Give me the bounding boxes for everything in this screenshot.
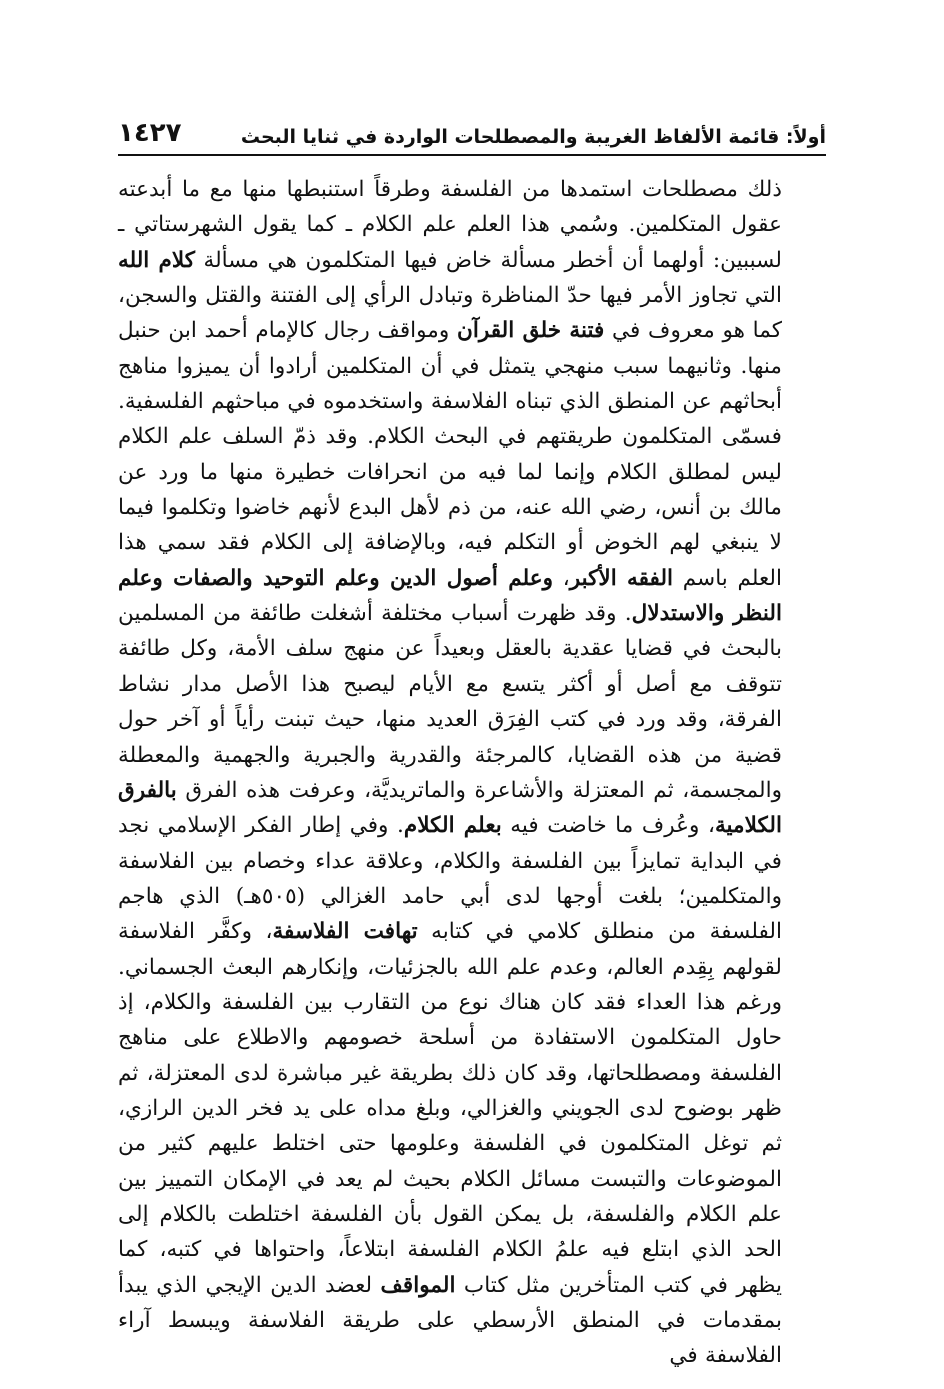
text-run: . وقد ظهرت أسباب مختلفة أشغلت طائفة من المسلمين بالبحث في قضايا عقدية بالعقل وبعيداً عن منهج سلف الأمة، وكل طائفة تتوقف مع أصل أو أكثر يتسع مع الأيام ليصبح هذا الأصل مدار نشاط الفرقة، وقد ورد في كتب الفِرَق العديد منها، حيث تبنت رأياً أو آخر حول قضية من هذه القضايا، كالمرجئة والقدرية والجبرية والجهمية والمعطلة والمجسمة، ثم المعتزلة والأشاعرة والماتريديَّة، وعرفت هذه الفرق	[118, 601, 782, 803]
text-run: . وفي إطار الفكر الإسلامي نجد في البداية تمايزاً بين الفلسفة والكلام، وعلاقة عداء وخصام بين الفلاسفة والمتكلمين؛ بلغت أوجها لدى أبي حامد الغزالي (٥٠٥هـ) الذي هاجم الفلسفة من منطلق كلامي في كتابه	[118, 813, 782, 945]
bold-term: كلام الله	[118, 247, 195, 273]
text-run: ومواقف رجال كالإمام أحمد ابن حنبل منها. وثانيهما سبب منهجي يتمثل في أن المتكلمين أرادوا أن يميزوا مناهج أبحاثهم عن المنطق الذي تبناه الفلاسفة واستخدموه في مباحثهم الفلسفية. فسمّى المتكلمون طريقتهم في البحث الكلام. وقد ذمّ السلف علم الكلام ليس لمطلق الكلام وإنما لما فيه من انحرافات خطيرة منها ما ورد عن مالك بن أنس، رضي الله عنه، من ذم لأهل البدع لأنهم خاضوا وتكلموا فيما لا ينبغي لهم الخوض أو التكلم فيه، وبالإضافة إلى الكلام فقد سمي هذا العلم باسم	[118, 318, 782, 591]
body-paragraph	[118, 172, 782, 1374]
text-run: ،	[553, 565, 570, 591]
text-run: لعضد الدين الإيجي الذي يبدأ بمقدمات في المنطق الأرسطي على طريقة الفلاسفة ويبسط آراء الفلاسفة في	[118, 1272, 782, 1369]
text-run: ، وكفَّر الفلاسفة لقولهم بِقِدم العالم، وعدم علم الله بالجزئيات، وإنكارهم البعث الجسماني. ورغم هذا العداء فقد كان هناك نوع من التقارب بين الفلسفة والكلام، إذ حاول المتكلمون الاستفادة من أسلحة خصومهم والاطلاع على مناهج الفلسفة ومصطلحاتها، وقد كان ذلك بطريقة غير مباشرة لدى المعتزلة، ثم ظهر بوضوح لدى الجويني والغزالي، وبلغ مداه على يد فخر الدين الرازي، ثم توغل المتكلمون في الفلسفة وعلومها حتى اختلط عليهم كثير من الموضوعات والتبست مسائل الكلام بحيث لم يعد في الإمكان التمييز بين علم الكلام والفلسفة، بل يمكن القول بأن الفلسفة اختلطت بالكلام إلى الحد الذي ابتلع فيه علمُ الكلام الفلسفة ابتلاعاً، واحتواها في كتبه، كما يظهر في كتب المتأخرين مثل كتاب	[118, 919, 782, 1298]
page-number: ١٤٢٧	[118, 118, 182, 148]
bold-term: الفقه الأكبر	[569, 565, 674, 591]
bold-term: وعلم أصول الدين وعلم التوحيد والصفات وعلم النظر والاستدلال	[118, 565, 782, 627]
bold-term: بعلم الكلام	[403, 813, 502, 839]
running-header-title: أولاً: قائمة الألفاظ الغريبة والمصطلحات الواردة في ثنايا البحث	[240, 126, 826, 148]
bold-term: بالفرق الكلامية	[118, 777, 782, 839]
text-run: ، وعُرف ما خاضت فيه	[501, 813, 715, 839]
text-run: التي تجاوز الأمر فيها حدّ المناظرة وتبادل الرأي إلى الفتنة والقتل والسجن، كما هو معروف في	[118, 283, 783, 344]
bold-term: فتنة خلق القرآن	[456, 318, 605, 344]
bold-term: المواقف	[380, 1272, 456, 1298]
text-run: ذلك مصطلحات استمدها من الفلسفة وطرقاً استنبطها منها مع ما أبدعته عقول المتكلمين. وسُمي هذا العلم علم الكلام ـ كما يقول الشهرستاتي ـ لسببين: أولهما أن أخطر مسألة خاض فيها المتكلمون هي مسألة	[118, 177, 782, 273]
bold-term: تهافت الفلاسفة	[272, 919, 418, 945]
running-header	[118, 108, 826, 156]
